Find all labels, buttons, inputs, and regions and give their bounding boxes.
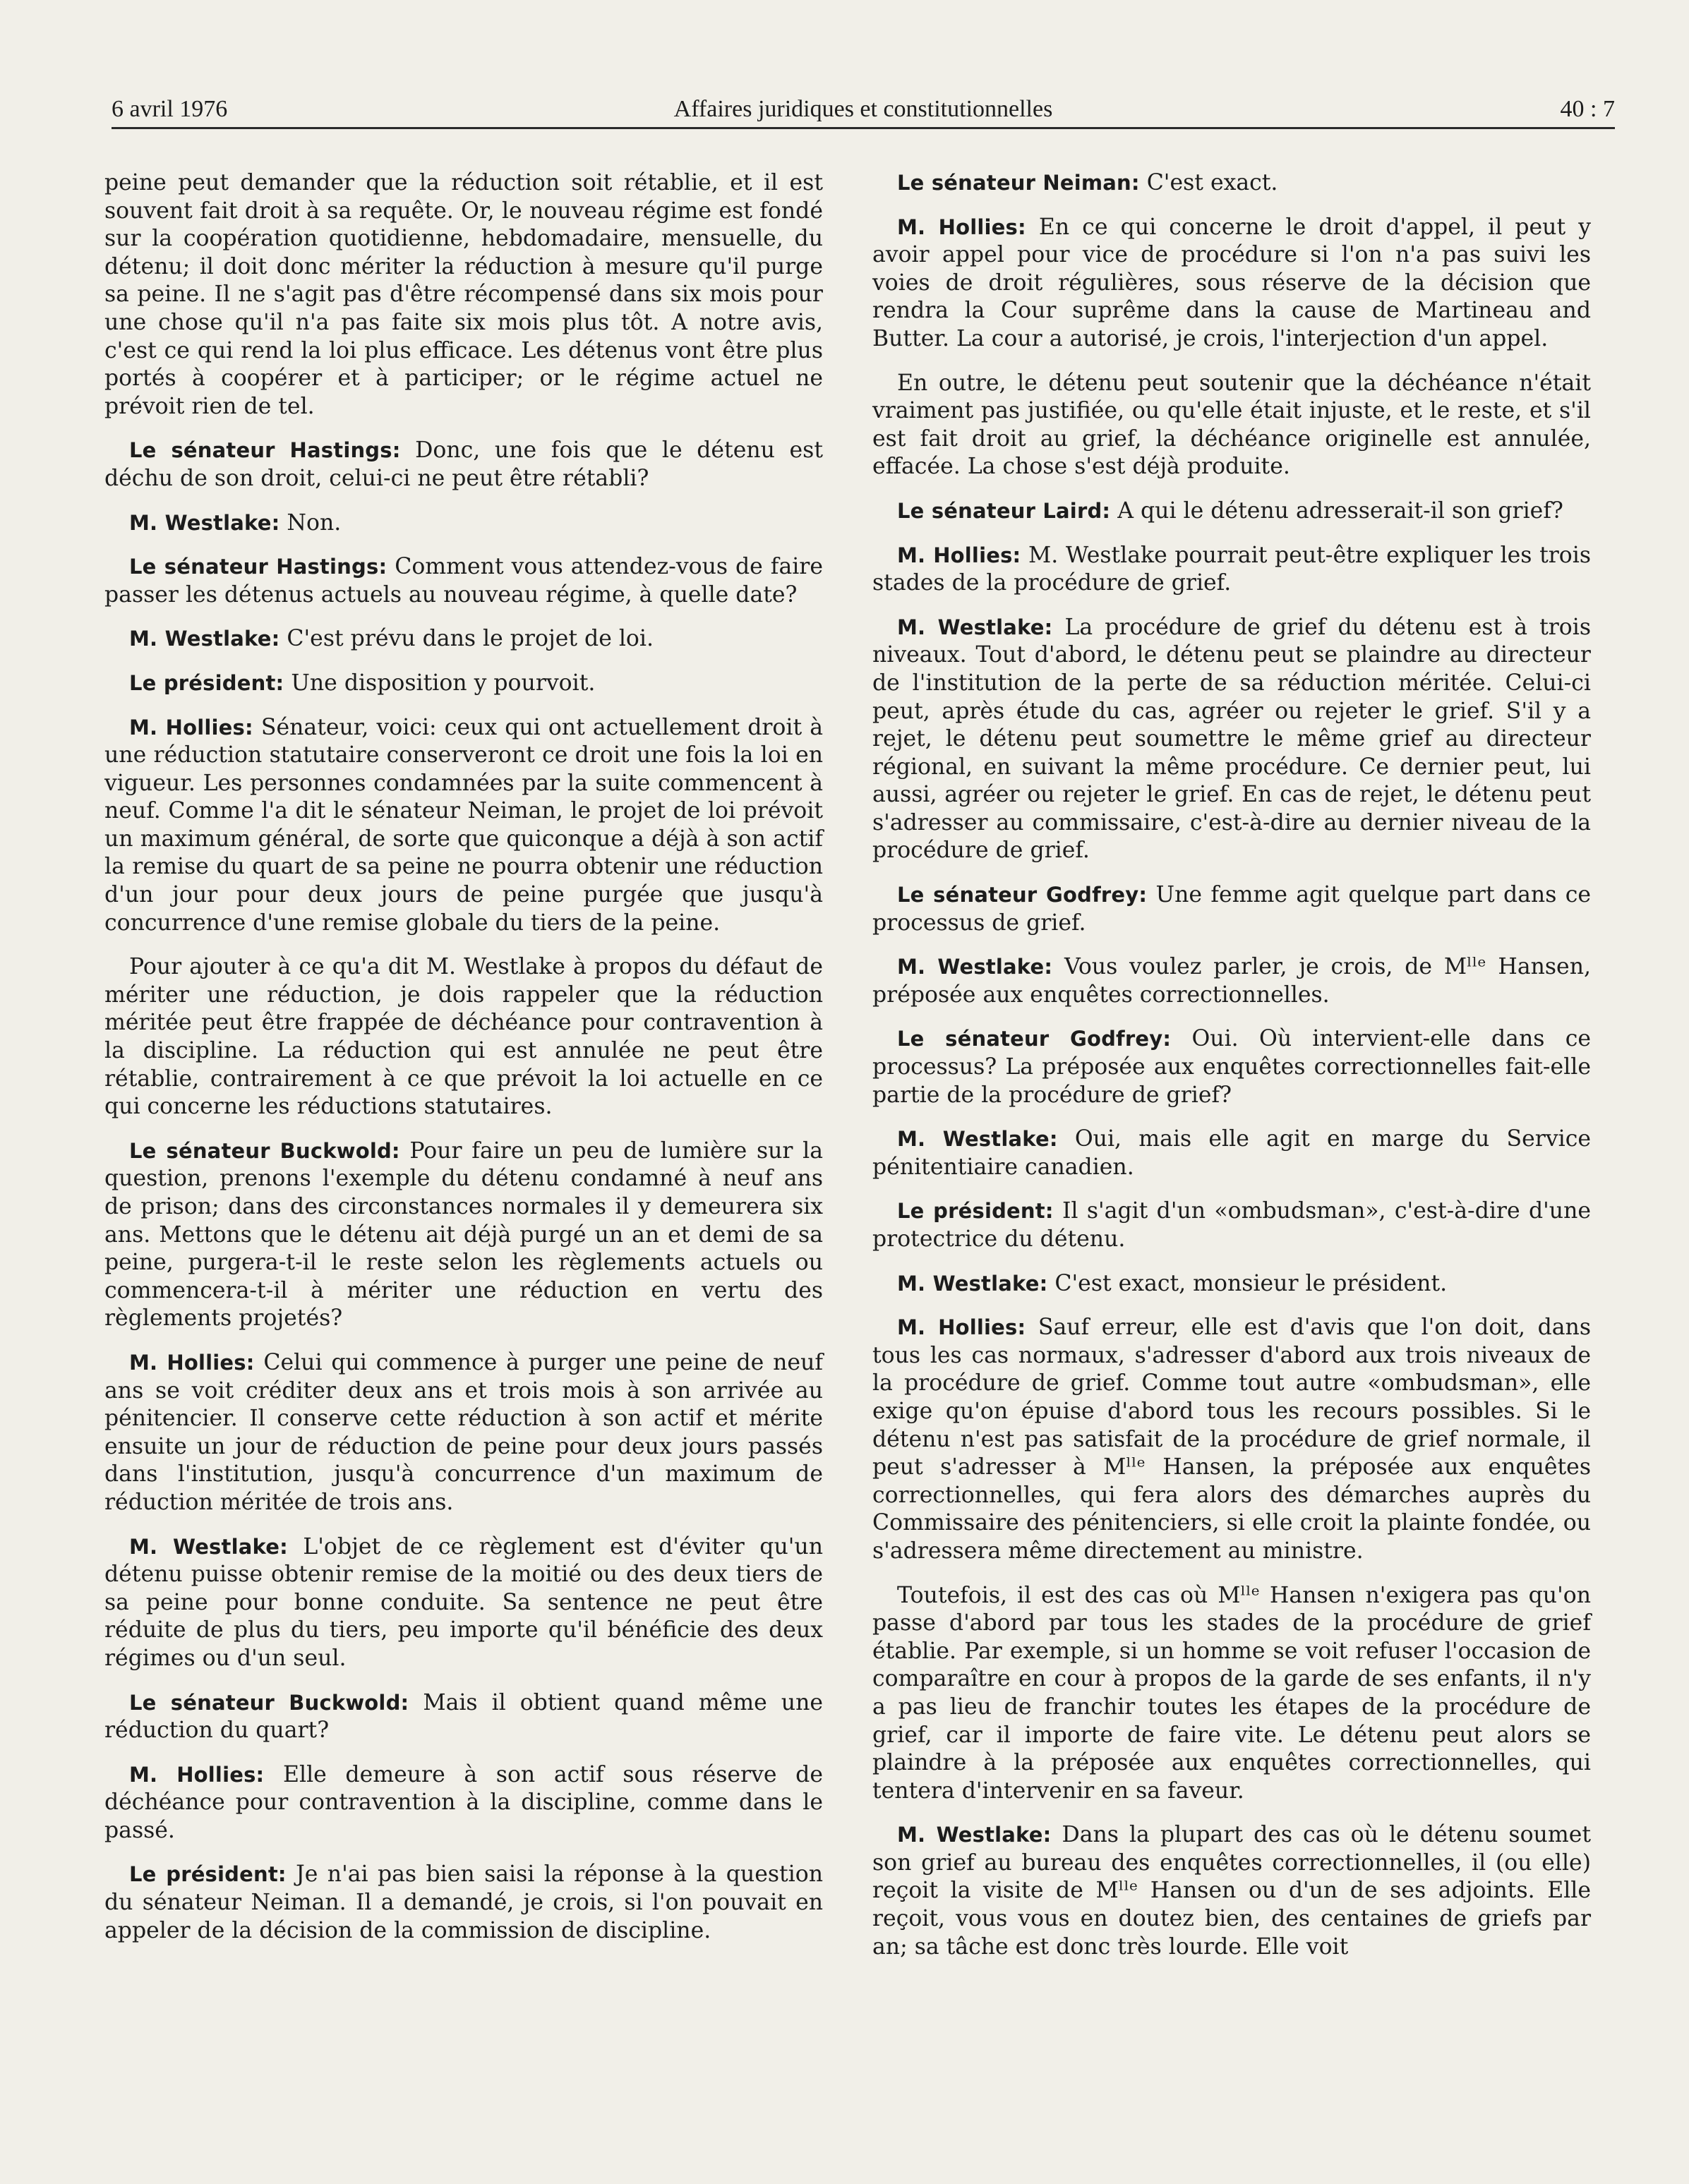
- speaker-name: Le sénateur Neiman:: [897, 171, 1140, 195]
- speaker-name: Le président:: [129, 1862, 287, 1887]
- paragraph-text: Vous voulez parler, je crois, de Mˡˡᵉ Hansen, préposée aux enquêtes correctionnelles.: [872, 954, 1591, 1008]
- paragraph: [872, 214, 1591, 354]
- paragraph: [872, 169, 1591, 198]
- paragraph: [104, 1349, 823, 1517]
- paragraph: [872, 614, 1591, 865]
- paragraph-text: En outre, le détenu peut soutenir que la déchéance n'était vraiment pas justifiée, ou qu'elle était injuste, et le reste, et s'il est fait droit au grief, la déchéance originelle est annulée, effacée. La chose s'est déjà produite.: [872, 370, 1591, 480]
- speaker-name: M. Hollies:: [129, 1350, 255, 1375]
- speaker-name: Le sénateur Laird:: [897, 498, 1111, 523]
- speaker-name: Le président:: [129, 670, 284, 695]
- paragraph-text: Pour faire un peu de lumière sur la question, prenons l'exemple du détenu condamné à neuf ans de prison; dans des circonstances normales il y demeurera six ans. Mettons que le détenu ait déjà purgé un an et demi de sa peine, purgera-t-il le reste selon les règlements actuels ou commencera-t-il à mériter une réduction en vertu des règlements projetés?: [104, 1138, 823, 1332]
- paragraph-text: Donc, une fois que le détenu est déchu de son droit, celui-ci ne peut être rétabli?: [104, 438, 823, 491]
- speaker-name: M. Westlake:: [129, 1534, 288, 1559]
- right-column: [872, 169, 1591, 1977]
- left-column: [104, 169, 823, 1961]
- paragraph: [872, 1582, 1591, 1806]
- paragraph: [104, 953, 823, 1121]
- paragraph-text: M. Westlake pourrait peut-être expliquer les trois stades de la procédure de grief.: [872, 542, 1592, 596]
- paragraph-text: peine peut demander que la réduction soit rétablie, et il est souvent fait droit à sa requête. Or, le nouveau régime est fondé sur la coopération quotidienne, hebdomadaire, mensuelle, du détenu; il doit donc mériter la réduction à mesure qu'il purge sa peine. Il ne s'agit pas d'être récompensé dans six mois pour une chose qu'il n'a pas faite six mois plus tôt. A notre avis, c'est ce qui rend la loi plus efficace. Les détenus vont être plus portés à coopérer et à participer; or le régime actuel ne prévoit rien de tel.: [104, 170, 823, 419]
- paragraph-text: A qui le détenu adresserait-il son grief?: [1117, 497, 1563, 524]
- speaker-name: Le sénateur Hastings:: [129, 438, 401, 463]
- paragraph: [872, 370, 1591, 481]
- speaker-name: M. Hollies:: [897, 1315, 1026, 1340]
- speaker-name: M. Hollies:: [129, 715, 253, 740]
- paragraph-text: Je n'ai pas bien saisi la réponse à la question du sénateur Neiman. Il a demandé, je crois, si l'on pouvait en appeler de la décision de la commission de discipline.: [104, 1862, 823, 1943]
- paragraph-text: Une femme agit quelque part dans ce processus de grief.: [872, 882, 1591, 936]
- paragraph-text: Toutefois, il est des cas où Mˡˡᵉ Hansen n'exigera pas qu'on passe d'abord par tous les stades de la procédure de grief établie. Par exemple, si un homme se voit refuser l'occasion de comparaître en cour à propos de la garde de ses enfants, il n'y a pas lieu de franchir toutes les étapes de la procédure de grief, car il importe de faire vite. Le détenu peut alors se plaindre à la préposée aux enquêtes correctionnelles, qui tentera d'intervenir en sa faveur.: [872, 1582, 1591, 1804]
- paragraph-text: C'est prévu dans le projet de loi.: [287, 626, 654, 652]
- paragraph: [104, 509, 823, 538]
- paragraph-text: C'est exact, monsieur le président.: [1054, 1270, 1448, 1296]
- paragraph-text: Comment vous attendez-vous de faire passer les détenus actuels au nouveau régime, à quelle date?: [104, 554, 823, 608]
- speaker-name: Le sénateur Godfrey:: [897, 1027, 1172, 1051]
- header-page-number: 40 : 7: [1560, 96, 1615, 122]
- paragraph: [104, 670, 823, 698]
- paragraph: [872, 1126, 1591, 1181]
- paragraph-text: L'objet de ce règlement est d'éviter qu'un détenu puisse obtenir remise de la moitié ou des deux tiers de sa peine pour bonne conduite. Sa sentence ne peut être réduite de plus du tiers, peu importe qu'il bénéficie des deux régimes ou d'un seul.: [104, 1533, 823, 1671]
- paragraph-text: Dans la plupart des cas où le détenu soumet son grief au bureau des enquêtes correctionnelles, il (ou elle) reçoit la visite de Mˡˡᵉ Hansen ou d'un de ses adjoints. Elle reçoit, vous vous en doutez bien, des centaines de griefs par an; sa tâche est donc très lourde. Elle voit: [872, 1822, 1591, 1960]
- speaker-name: M. Hollies:: [897, 215, 1026, 239]
- speaker-name: M. Westlake:: [897, 615, 1053, 639]
- paragraph-text: Celui qui commence à purger une peine de neuf ans se voit créditer deux ans et trois mois à son arrivée au pénitencier. Il conserve cette réduction à son actif et mérite ensuite un jour de réduction de peine pour deux jours passés dans l'institution, jusqu'à concurrence d'un maximum de réduction méritée de trois ans.: [104, 1349, 824, 1515]
- speaker-name: Le sénateur Buckwold:: [129, 1690, 409, 1715]
- paragraph: [872, 1314, 1591, 1565]
- header-date: 6 avril 1976: [112, 96, 228, 122]
- paragraph: [872, 953, 1591, 1009]
- speaker-name: M. Westlake:: [897, 1271, 1048, 1296]
- paragraph: [104, 625, 823, 653]
- paragraph: [104, 1138, 823, 1333]
- speaker-name: M. Westlake:: [129, 510, 280, 535]
- speaker-name: Le président:: [897, 1199, 1054, 1224]
- paragraph-text: Mais il obtient quand même une réduction du quart?: [104, 1689, 824, 1744]
- paragraph-text: Oui, mais elle agit en marge du Service pénitentiaire canadien.: [872, 1126, 1591, 1180]
- paragraph: [104, 1761, 823, 1845]
- paragraph-text: Non.: [287, 509, 342, 536]
- paragraph: [872, 1025, 1591, 1109]
- paragraph: [104, 437, 823, 493]
- paragraph: [104, 714, 823, 938]
- paragraph-text: En ce qui concerne le droit d'appel, il peut y avoir appel pour vice de procédure si l'on n'a pas suivi les voies de droit régulières, sous réserve de la décision que rendra la Cour suprême dans la cause de Martineau and Butter. La cour a autorisé, je crois, l'interjection d'un appel.: [872, 214, 1592, 351]
- paragraph: [872, 1197, 1591, 1253]
- paragraph-text: Une disposition y pourvoit.: [291, 670, 596, 696]
- paragraph-text: Sénateur, voici: ceux qui ont actuellement droit à une réduction statutaire conserveront ce droit une fois la loi en vigueur. Les personnes condamnées par la suite commencent à neuf. Comme l'a dit le sénateur Neiman, le projet de loi prévoit un maximum général, de sorte que quiconque a déjà à son actif la remise du quart de sa peine ne pourra obtenir une réduction d'un jour pour deux jours de peine purgée que jusqu'à concurrence d'une remise globale du tiers de la peine.: [104, 714, 823, 936]
- speaker-name: M. Westlake:: [897, 955, 1053, 979]
- speaker-name: M. Westlake:: [897, 1823, 1052, 1847]
- speaker-name: Le sénateur Hastings:: [129, 555, 387, 579]
- running-header: [112, 90, 1615, 129]
- speaker-name: M. Hollies:: [897, 543, 1021, 567]
- speaker-name: M. Westlake:: [129, 627, 280, 651]
- speaker-name: Le sénateur Buckwold:: [129, 1138, 400, 1163]
- paragraph-text: C'est exact.: [1146, 170, 1278, 195]
- speaker-name: M. Hollies:: [129, 1762, 265, 1787]
- paragraph-text: Sauf erreur, elle est d'avis que l'on doit, dans tous les cas normaux, s'adresser d'abord aux trois niveaux de la procédure de grief. Comme tout autre «ombudsman», elle exige qu'on épuise d'abord tous les recours possibles. Si le détenu n'est pas satisfait de la procédure de grief normale, il peut s'adresser à Mˡˡᵉ Hansen, la préposée aux enquêtes correctionnelles, qui fera alors des démarches auprès du Commissaire des pénitenciers, si elle croit la plainte fondée, ou s'adressera même directement au ministre.: [872, 1315, 1592, 1564]
- paragraph: [872, 1270, 1591, 1298]
- paragraph-text: La procédure de grief du détenu est à trois niveaux. Tout d'abord, le détenu peut se plaindre au directeur de l'institution de la perte de sa réduction méritée. Celui-ci peut, après étude du cas, agréer ou rejeter le grief. S'il y a rejet, le détenu peut soumettre le même grief au directeur régional, en suivant la même procédure. Ce dernier peut, lui aussi, agréer ou rejeter le grief. En cas de rejet, le détenu peut s'adresser au commissaire, c'est-à-dire au dernier niveau de la procédure de grief.: [872, 614, 1592, 864]
- speaker-name: Le sénateur Godfrey:: [897, 883, 1148, 907]
- paragraph: [872, 881, 1591, 937]
- paragraph: [104, 1533, 823, 1673]
- paragraph-text: Elle demeure à son actif sous réserve de déchéance pour contravention à la discipline, comme dans le passé.: [104, 1761, 823, 1843]
- paragraph: [872, 1821, 1591, 1961]
- paragraph: [104, 1689, 823, 1745]
- paragraph: [872, 542, 1591, 598]
- speaker-name: M. Westlake:: [897, 1127, 1058, 1152]
- paragraph: [104, 169, 823, 421]
- paragraph-text: Oui. Où intervient-elle dans ce processus? La préposée aux enquêtes correctionnelles fait-elle partie de la procédure de grief?: [872, 1026, 1592, 1108]
- paragraph: [104, 1861, 823, 1945]
- paragraph: [104, 553, 823, 609]
- paragraph-text: Il s'agit d'un «ombudsman», c'est-à-dire d'une protectrice du détenu.: [872, 1198, 1592, 1252]
- paragraph: [872, 497, 1591, 526]
- header-title: Affaires juridiques et constitutionnelles: [673, 96, 1053, 122]
- paragraph-text: Pour ajouter à ce qu'a dit M. Westlake à propos du défaut de mériter une réduction, je dois rappeler que la réduction méritée peut être frappée de déchéance pour contravention à la discipline. La réduction qui est annulée ne peut être rétablie, contrairement à ce que prévoit la loi actuelle en ce qui concerne les réductions statutaires.: [104, 954, 823, 1120]
